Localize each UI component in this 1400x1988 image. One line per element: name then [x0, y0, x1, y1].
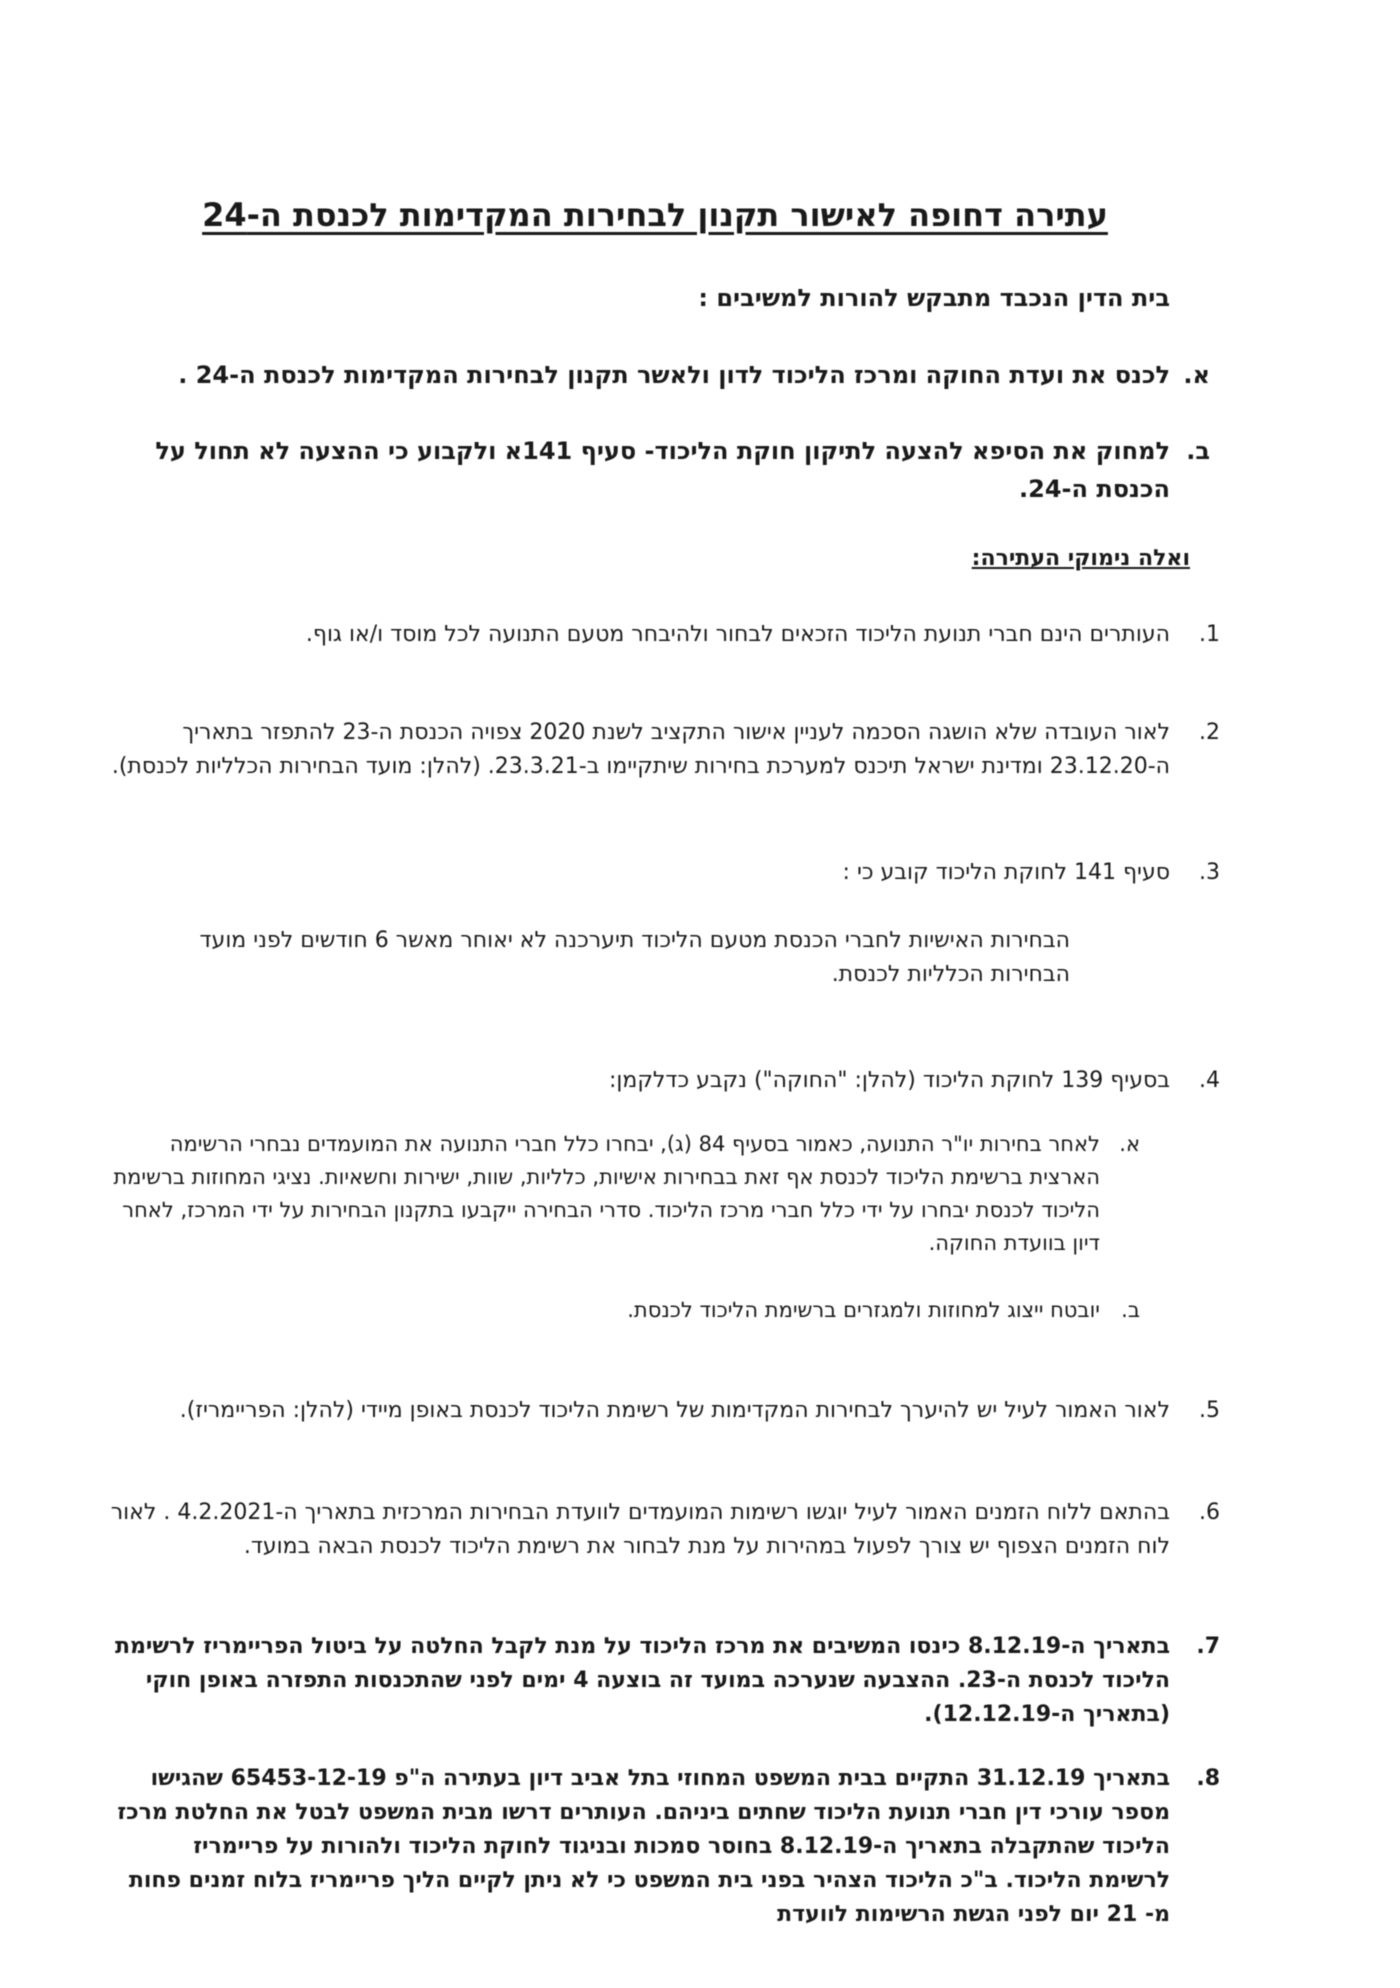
numbered-item — [110, 716, 1220, 784]
request-label: ב. — [1186, 437, 1210, 465]
request-item — [150, 356, 1210, 394]
item-text: בתאריך ה-8.12.19 כינסו המשיבים את מרכז הליכוד על מנת לקבל החלטה על ביטול הפריימריז לרשימת הליכוד לכנסת ה-23. ההצבעה שנערכה במועד זה בוצעה 4 ימים לפני שהתכנסות התפזרה באופן חוקי (בתאריך ה-12.12.19). — [114, 1634, 1170, 1727]
request-text: לכנס את ועדת החוקה ומרכז הליכוד לדון ולאשר תקנון לבחירות המקדימות לכנסת ה-24 . — [178, 361, 1170, 389]
numbered-item — [110, 1762, 1220, 1932]
item-text: לאור העובדה שלא הושגה הסכמה לעניין אישור התקציב לשנת 2020 צפויה הכנסת ה-23 להתפזר בתאריך ה-23.12.20 ומדינת ישראל תיכנס למערכת בחירות שיתקיימו ב-23.3.21. (להלן: מועד הבחירות הכלליות לכנסת). — [111, 720, 1170, 779]
item-text: העותרים הינם חברי תנועת הליכוד הזכאים לבחור ולהיבחר מטעם התנועה לכל מוסד ו/או גוף. — [305, 622, 1170, 647]
item-number: 8. — [1196, 1766, 1220, 1791]
item-number: 2. — [1199, 720, 1220, 745]
reasons-heading: ואלה נימוקי העתירה: — [971, 546, 1190, 571]
item-text: סעיף 141 לחוקת הליכוד קובע כי : — [842, 860, 1170, 885]
sub-item-label: ב. — [1121, 1298, 1140, 1322]
item-number: 4. — [1199, 1068, 1220, 1093]
numbered-item — [110, 1496, 1220, 1564]
item-number: 6. — [1199, 1500, 1220, 1525]
numbered-item — [110, 618, 1220, 652]
numbered-item — [110, 1630, 1220, 1732]
item-text: לאור האמור לעיל יש להיערך לבחירות המקדימות של רשימת הליכוד לכנסת באופן מיידי (להלן: הפריימריז). — [179, 1398, 1170, 1423]
sub-item-text: לאחר בחירות יו"ר התנועה, כאמור בסעיף 84 (ג), יבחרו כלל חברי התנועה את המועמדים נבחרי הרשימה הארצית ברשימת הליכוד לכנסת אף זאת בבחירות אישיות, כלליות, שוות, ישירות וחשאיות. נציגי המחוזות ברשימת הליכוד לכנסת יבחרו על ידי כלל חברי מרכז הליכוד. סדרי הבחירה ייקבעו בתקנון הבחירות על ידי המרכז, לאחר דיון בוועדת החוקה. — [113, 1132, 1100, 1255]
sub-item — [110, 1294, 1140, 1327]
item-text: בסעיף 139 לחוקת הליכוד (להלן: "החוקה") נקבע כדלקמן: — [608, 1068, 1170, 1093]
quoted-clause: הבחירות האישיות לחברי הכנסת מטעם הליכוד תיערכנה לא יאוחר מאשר 6 חודשים לפני מועד הבחירות הכלליות לכנסת. — [199, 928, 1070, 987]
intro-line: בית הדין הנכבד מתבקש להורות למשיבים : — [698, 284, 1170, 312]
request-label: א. — [1183, 361, 1210, 389]
item-number: 3. — [1199, 860, 1220, 885]
item-number: 7. — [1196, 1634, 1220, 1659]
item-text: בתאריך 31.12.19 התקיים בבית המשפט המחוזי בתל אביב דיון בעתירה ה"פ 65453-12-19 שהגישו מספר עורכי דין חברי תנועת הליכוד שחתים ביניהם. העותרים דרשו מבית המשפט לבטל את החלטת מרכז הליכוד שהתקבלה בתאריך ה-8.12.19 בחוסר סמכות ובניגוד לחוקת הליכוד ולהורות על פריימריז לרשימת הליכוד. ב"כ הליכוד הצהיר בפני בית המשפט כי לא ניתן לקיים הליך פריימריז בלוח זמנים פחות מ- 21 יום לפני הגשת הרשימות לוועדת — [117, 1766, 1170, 1927]
request-text: למחוק את הסיפא להצעה לתיקון חוקת הליכוד- סעיף 141א ולקבוע כי ההצעה לא תחול על הכנסת ה-24. — [155, 437, 1170, 503]
document-title: עתירה דחופה לאישור תקנון לבחירות המקדימות לכנסת ה-24 — [202, 196, 1108, 234]
item-number: 5. — [1199, 1398, 1220, 1423]
numbered-item — [110, 856, 1220, 890]
item-text: בהתאם ללוח הזמנים האמור לעיל יוגשו רשימות המועמדים לוועדת הבחירות המרכזית בתאריך ה-4.2.2021 . לאור לוח הזמנים הצפוף יש צורך לפעול במהירות על מנת לבחור את רשימת הליכוד לכנסת הבאה במועד. — [110, 1500, 1170, 1559]
sub-item — [110, 1128, 1140, 1260]
numbered-item — [110, 1394, 1220, 1428]
request-item — [150, 432, 1210, 508]
sub-item-label: א. — [1119, 1132, 1140, 1156]
item-number: 1. — [1199, 622, 1220, 647]
sub-item-text: יובטח ייצוג למחוזות ולמגזרים ברשימת הליכוד לכנסת. — [627, 1298, 1100, 1322]
numbered-item — [110, 1064, 1220, 1098]
